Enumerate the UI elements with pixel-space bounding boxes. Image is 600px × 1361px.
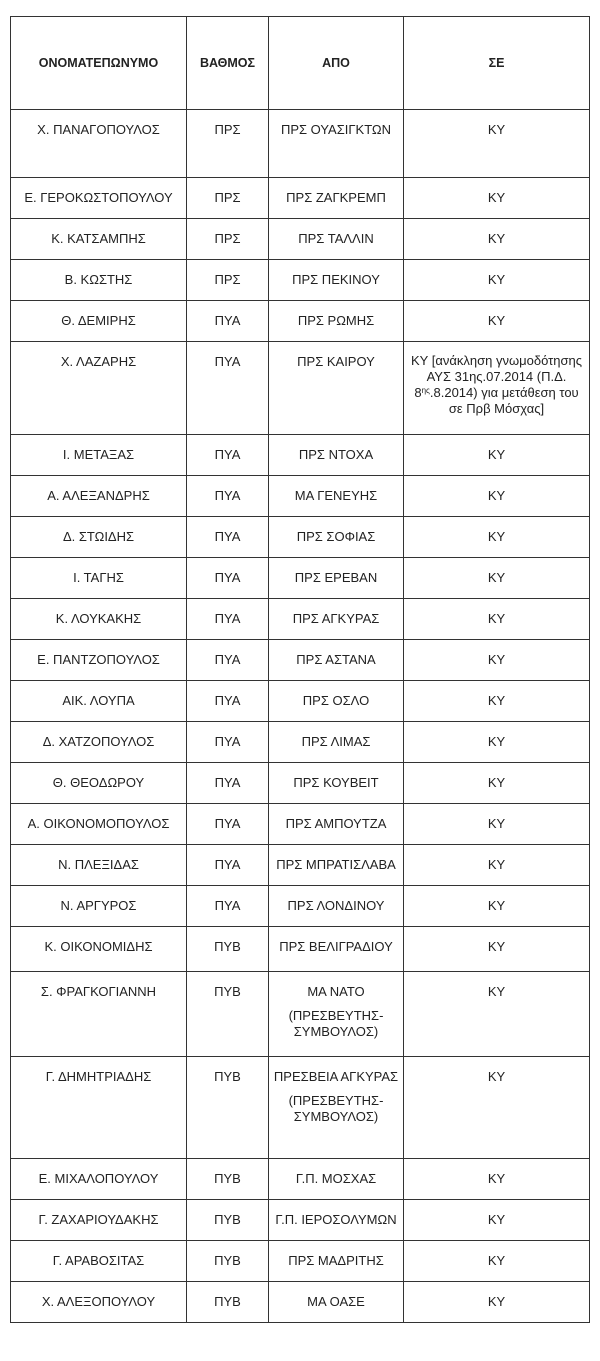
cell-from — [269, 260, 404, 301]
cell-name: Δ. ΧΑΤΖΟΠΟΥΛΟΣ — [11, 722, 187, 763]
cell-rank: ΠΡΣ — [187, 178, 269, 219]
cell-to: ΚΥ — [404, 558, 590, 599]
cell-from — [269, 476, 404, 517]
cell-from-line: ΠΡΣ ΟΣΛΟ — [302, 693, 370, 708]
table-row — [11, 558, 590, 599]
table-row — [11, 681, 590, 722]
cell-name: Ι. ΤΑΓΗΣ — [11, 558, 187, 599]
cell-name: Ε. ΠΑΝΤΖΟΠΟΥΛΟΣ — [11, 640, 187, 681]
cell-name: Ε. ΓΕΡΟΚΩΣΤΟΠΟΥΛΟΥ — [11, 178, 187, 219]
cell-to: ΚΥ — [404, 972, 590, 1057]
cell-to: ΚΥ — [404, 178, 590, 219]
table-row — [11, 1282, 590, 1323]
cell-rank: ΠΡΣ — [187, 260, 269, 301]
cell-from — [269, 110, 404, 178]
cell-name: Β. ΚΩΣΤΗΣ — [11, 260, 187, 301]
cell-from — [269, 599, 404, 640]
cell-from — [269, 219, 404, 260]
cell-name: Χ. ΑΛΕΞΟΠΟΥΛΟΥ — [11, 1282, 187, 1323]
table-row — [11, 804, 590, 845]
cell-from-line: (ΠΡΕΣΒΕΥΤΗΣ-ΣΥΜΒΟΥΛΟΣ) — [288, 1008, 384, 1039]
cell-rank: ΠΥΑ — [187, 681, 269, 722]
cell-from-line: ΠΡΣ ΕΡΕΒΑΝ — [294, 570, 378, 585]
cell-from — [269, 301, 404, 342]
table-row — [11, 886, 590, 927]
cell-name: Α. ΑΛΕΞΑΝΔΡΗΣ — [11, 476, 187, 517]
cell-from-line: ΠΡΣ ΑΓΚΥΡΑΣ — [292, 611, 380, 626]
cell-rank: ΠΥΑ — [187, 342, 269, 435]
cell-name: Ν. ΠΛΕΞΙΔΑΣ — [11, 845, 187, 886]
cell-rank: ΠΥΒ — [187, 972, 269, 1057]
cell-from-line: ΠΡΣ ΚΑΙΡΟΥ — [297, 354, 375, 369]
table-row — [11, 219, 590, 260]
cell-name: Ι. ΜΕΤΑΞΑΣ — [11, 435, 187, 476]
cell-from — [269, 342, 404, 435]
cell-name: Θ. ΔΕΜΙΡΗΣ — [11, 301, 187, 342]
cell-from — [269, 972, 404, 1057]
cell-rank: ΠΥΒ — [187, 1241, 269, 1282]
cell-from — [269, 763, 404, 804]
cell-to: ΚΥ — [404, 681, 590, 722]
cell-from — [269, 178, 404, 219]
cell-from — [269, 1282, 404, 1323]
cell-to — [404, 342, 590, 435]
cell-to-text-continued: .8.2014) για μετάθεση του σε Πρβ Μόσχας] — [429, 385, 579, 416]
cell-from — [269, 845, 404, 886]
cell-to: ΚΥ — [404, 476, 590, 517]
cell-to: ΚΥ — [404, 640, 590, 681]
table-row — [11, 476, 590, 517]
cell-from-line: (ΠΡΕΣΒΕΥΤΗΣ-ΣΥΜΒΟΥΛΟΣ) — [288, 1093, 384, 1124]
cell-from — [269, 435, 404, 476]
cell-rank: ΠΥΑ — [187, 845, 269, 886]
cell-from-line: ΠΡΣ ΛΟΝΔΙΝΟΥ — [287, 898, 385, 913]
cell-from — [269, 722, 404, 763]
cell-to: ΚΥ — [404, 1159, 590, 1200]
table-row — [11, 178, 590, 219]
cell-rank: ΠΥΒ — [187, 927, 269, 972]
cell-from — [269, 517, 404, 558]
table-row — [11, 763, 590, 804]
table-row — [11, 640, 590, 681]
cell-rank: ΠΥΑ — [187, 476, 269, 517]
cell-rank: ΠΥΑ — [187, 886, 269, 927]
cell-to-text: ΚΥ [ανάκληση γνωμοδότησης ΑΥΣ 31ης.07.2014 (Π.Δ. 8 — [411, 353, 582, 400]
cell-from-line: Γ.Π. ΙΕΡΟΣΟΛΥΜΩΝ — [275, 1212, 397, 1227]
cell-rank: ΠΥΑ — [187, 640, 269, 681]
cell-to: ΚΥ — [404, 435, 590, 476]
cell-rank: ΠΥΒ — [187, 1159, 269, 1200]
cell-from — [269, 927, 404, 972]
transfers-table — [10, 16, 590, 1323]
cell-name: Γ. ΖΑΧΑΡΙΟΥΔΑΚΗΣ — [11, 1200, 187, 1241]
cell-name: Α. ΟΙΚΟΝΟΜΟΠΟΥΛΟΣ — [11, 804, 187, 845]
cell-from — [269, 640, 404, 681]
table-row — [11, 517, 590, 558]
table-row — [11, 1159, 590, 1200]
cell-from-line: ΠΡΣ ΜΠΡΑΤΙΣΛΑΒΑ — [276, 857, 396, 872]
cell-name: Κ. ΛΟΥΚΑΚΗΣ — [11, 599, 187, 640]
cell-rank: ΠΥΑ — [187, 301, 269, 342]
cell-from-line: ΠΡΣ ΚΟΥΒΕΙΤ — [293, 775, 379, 790]
cell-from-line: ΜΑ ΓΕΝΕΥΗΣ — [294, 488, 378, 503]
cell-from — [269, 558, 404, 599]
cell-from-line: ΠΡΕΣΒΕΙΑ ΑΓΚΥΡΑΣ — [273, 1069, 399, 1084]
table-row — [11, 845, 590, 886]
cell-to: ΚΥ — [404, 804, 590, 845]
cell-to: ΚΥ — [404, 1057, 590, 1159]
header-to: ΣΕ — [404, 17, 590, 110]
cell-name: Γ. ΔΗΜΗΤΡΙΑΔΗΣ — [11, 1057, 187, 1159]
cell-name: ΑΙΚ. ΛΟΥΠΑ — [11, 681, 187, 722]
cell-from-line: ΠΡΣ ΡΩΜΗΣ — [297, 313, 375, 328]
cell-rank: ΠΥΑ — [187, 722, 269, 763]
table-row — [11, 927, 590, 972]
table-row — [11, 301, 590, 342]
cell-to: ΚΥ — [404, 845, 590, 886]
cell-name: Ν. ΑΡΓΥΡΟΣ — [11, 886, 187, 927]
cell-to-superscript: ης — [421, 386, 430, 395]
cell-rank: ΠΥΒ — [187, 1282, 269, 1323]
table-body — [11, 110, 590, 1323]
cell-rank: ΠΥΒ — [187, 1057, 269, 1159]
cell-to: ΚΥ — [404, 1282, 590, 1323]
cell-to: ΚΥ — [404, 1241, 590, 1282]
cell-from — [269, 804, 404, 845]
transfers-table-wrapper — [10, 16, 589, 1323]
cell-name: Ε. ΜΙΧΑΛΟΠΟΥΛΟΥ — [11, 1159, 187, 1200]
cell-from-line: ΠΡΣ ΝΤΟΧΑ — [298, 447, 374, 462]
cell-rank: ΠΡΣ — [187, 219, 269, 260]
cell-from-line: ΠΡΣ ΑΣΤΑΝΑ — [296, 652, 376, 667]
table-row — [11, 1200, 590, 1241]
cell-name: Θ. ΘΕΟΔΩΡΟΥ — [11, 763, 187, 804]
cell-from — [269, 1159, 404, 1200]
cell-to: ΚΥ — [404, 927, 590, 972]
header-from: ΑΠΟ — [269, 17, 404, 110]
cell-to: ΚΥ — [404, 219, 590, 260]
cell-rank: ΠΥΑ — [187, 517, 269, 558]
cell-name: Γ. ΑΡΑΒΟΣΙΤΑΣ — [11, 1241, 187, 1282]
cell-to: ΚΥ — [404, 886, 590, 927]
cell-rank: ΠΥΑ — [187, 763, 269, 804]
cell-to: ΚΥ — [404, 599, 590, 640]
cell-name: Χ. ΛΑΖΑΡΗΣ — [11, 342, 187, 435]
cell-from-line: ΠΡΣ ΖΑΓΚΡΕΜΠ — [286, 190, 386, 205]
table-row — [11, 260, 590, 301]
cell-to: ΚΥ — [404, 763, 590, 804]
cell-to: ΚΥ — [404, 301, 590, 342]
cell-from-line: ΜΑ ΟΑΣΕ — [307, 1294, 365, 1309]
cell-from — [269, 1057, 404, 1159]
cell-from-line: Γ.Π. ΜΟΣΧΑΣ — [295, 1171, 377, 1186]
table-row — [11, 599, 590, 640]
header-rank: ΒΑΘΜΟΣ — [187, 17, 269, 110]
cell-rank: ΠΥΑ — [187, 558, 269, 599]
cell-name: Χ. ΠΑΝΑΓΟΠΟΥΛΟΣ — [11, 110, 187, 178]
cell-from — [269, 1241, 404, 1282]
table-row — [11, 342, 590, 435]
cell-name: Κ. ΟΙΚΟΝΟΜΙΔΗΣ — [11, 927, 187, 972]
cell-rank: ΠΥΑ — [187, 599, 269, 640]
cell-from-line: ΠΡΣ ΛΙΜΑΣ — [301, 734, 371, 749]
table-row — [11, 1057, 590, 1159]
cell-name: Δ. ΣΤΩΙΔΗΣ — [11, 517, 187, 558]
cell-to: ΚΥ — [404, 1200, 590, 1241]
table-row — [11, 722, 590, 763]
cell-name: Κ. ΚΑΤΣΑΜΠΗΣ — [11, 219, 187, 260]
cell-rank: ΠΥΒ — [187, 1200, 269, 1241]
cell-rank: ΠΥΑ — [187, 435, 269, 476]
table-row — [11, 435, 590, 476]
cell-from-line: ΠΡΣ ΒΕΛΙΓΡΑΔΙΟΥ — [279, 939, 393, 954]
header-name: ΟΝΟΜΑΤΕΠΩΝΥΜΟ — [11, 17, 187, 110]
cell-from-line: ΠΡΣ ΤΑΛΛΙΝ — [298, 231, 374, 246]
cell-from-line: ΠΡΣ ΟΥΑΣΙΓΚΤΩΝ — [280, 122, 392, 137]
cell-name: Σ. ΦΡΑΓΚΟΓΙΑΝΝΗ — [11, 972, 187, 1057]
cell-to: ΚΥ — [404, 517, 590, 558]
cell-from-line: ΠΡΣ ΠΕΚΙΝΟΥ — [292, 272, 380, 287]
header-row — [11, 17, 590, 110]
cell-to: ΚΥ — [404, 260, 590, 301]
cell-rank: ΠΡΣ — [187, 110, 269, 178]
cell-rank: ΠΥΑ — [187, 804, 269, 845]
cell-from-line: ΠΡΣ ΑΜΠΟΥΤΖΑ — [285, 816, 387, 831]
table-row — [11, 1241, 590, 1282]
cell-from — [269, 1200, 404, 1241]
table-row — [11, 110, 590, 178]
table-row — [11, 972, 590, 1057]
cell-from — [269, 886, 404, 927]
cell-to: ΚΥ — [404, 110, 590, 178]
cell-to: ΚΥ — [404, 722, 590, 763]
cell-from-line: ΠΡΣ ΣΟΦΙΑΣ — [296, 529, 376, 544]
cell-from — [269, 681, 404, 722]
cell-from-line: ΜΑ ΝΑΤΟ — [307, 984, 365, 999]
cell-from-line: ΠΡΣ ΜΑΔΡΙΤΗΣ — [288, 1253, 384, 1268]
